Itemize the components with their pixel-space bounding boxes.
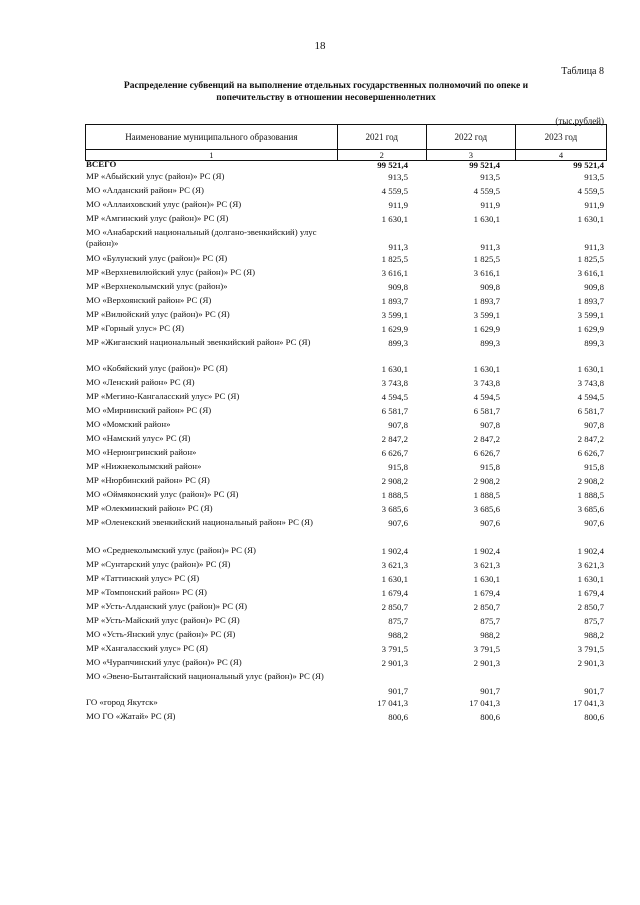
municipality-name: МР «Оленекский эвенкийский национальный район» РС (Я) <box>86 517 313 527</box>
value-2022: 1 630,1 <box>473 574 500 584</box>
municipality-name: МО «Усть-Янский улус (район)» РС (Я) <box>86 629 236 639</box>
table-row <box>86 433 608 447</box>
value-2021: 1 825,5 <box>381 254 408 264</box>
value-2022: 1 630,1 <box>473 364 500 374</box>
value-2022: 1 629,9 <box>473 324 500 334</box>
value-2022: 3 685,6 <box>473 504 500 514</box>
table-row <box>86 475 608 489</box>
value-2021: 911,9 <box>388 200 408 210</box>
table-row <box>86 391 608 405</box>
page-number: 18 <box>314 40 326 52</box>
value-2023: 1 888,5 <box>577 490 604 500</box>
value-2021: 875,7 <box>388 616 408 626</box>
value-2022: 915,8 <box>480 462 500 472</box>
value-2022: 1 679,4 <box>473 588 500 598</box>
value-2023: 1 825,5 <box>577 254 604 264</box>
value-2021: 1 902,4 <box>381 546 408 556</box>
municipality-name: МО «Момский район» <box>86 419 171 429</box>
municipality-name: МР «Усть-Майский улус (район)» РС (Я) <box>86 615 240 625</box>
value-2023: 4 594,5 <box>577 392 604 402</box>
municipality-name: МО «Алданский район» РС (Я) <box>86 185 204 195</box>
value-2022: 1 630,1 <box>473 214 500 224</box>
value-2022: 99 521,4 <box>469 160 500 170</box>
header-col-1: 1 <box>86 150 338 161</box>
municipality-name: МР «Жиганский национальный эвенкийский район» РС (Я) <box>86 337 311 347</box>
value-2023: 3 616,1 <box>577 268 604 278</box>
value-2021: 1 630,1 <box>381 214 408 224</box>
municipality-name: МО «Нерюнгринский район» <box>86 447 197 457</box>
value-2021: 99 521,4 <box>377 160 408 170</box>
value-2023: 909,8 <box>584 282 604 292</box>
municipality-name: МР «Сунтарский улус (район)» РС (Я) <box>86 559 231 569</box>
value-2023: 911,3 <box>584 242 604 252</box>
municipality-name: МО «Намский улус» РС (Я) <box>86 433 191 443</box>
value-2022: 911,9 <box>480 200 500 210</box>
value-2023: 1 902,4 <box>577 546 604 556</box>
table-row <box>86 671 608 697</box>
total-row <box>86 159 608 171</box>
header-name: Наименование муниципального образования <box>86 125 338 150</box>
table-row <box>86 227 608 253</box>
municipality-name: ГО «город Якутск» <box>86 697 158 707</box>
table-row <box>86 489 608 503</box>
header-col-4: 4 <box>515 150 606 161</box>
value-2021: 2 901,3 <box>381 658 408 668</box>
municipality-name: МО «Эвено-Бытантайский национальный улус (район)» РС (Я) <box>86 671 324 681</box>
value-2021: 1 679,4 <box>381 588 408 598</box>
municipality-name: МР «Вилюйский улус (район)» РС (Я) <box>86 309 230 319</box>
table-row <box>86 253 608 267</box>
value-2022: 911,3 <box>480 242 500 252</box>
value-2021: 907,8 <box>388 420 408 430</box>
value-2022: 3 599,1 <box>473 310 500 320</box>
municipality-name: МО «Анабарский национальный (долгано-эвенкийский) улус (район)» <box>86 227 317 248</box>
units-label: (тыс.рублей) <box>555 116 604 126</box>
value-2023: 3 685,6 <box>577 504 604 514</box>
municipality-name: МО «Чурапчинский улус (район)» РС (Я) <box>86 657 242 667</box>
municipality-name: МО «Кобяйский улус (район)» РС (Я) <box>86 363 228 373</box>
value-2023: 988,2 <box>584 630 604 640</box>
table-row <box>86 643 608 657</box>
table-row <box>86 185 608 199</box>
value-2023: 907,8 <box>584 420 604 430</box>
table-row <box>86 447 608 461</box>
table-row <box>86 461 608 475</box>
value-2021: 6 581,7 <box>381 406 408 416</box>
municipality-name: МР «Усть-Алданский улус (район)» РС (Я) <box>86 601 248 611</box>
table-row <box>86 711 608 725</box>
value-2022: 17 041,3 <box>469 698 500 708</box>
value-2021: 3 685,6 <box>381 504 408 514</box>
table-row <box>86 517 608 531</box>
value-2021: 1 630,1 <box>381 574 408 584</box>
value-2023: 1 630,1 <box>577 574 604 584</box>
value-2021: 913,5 <box>388 172 408 182</box>
header-2022: 2022 год <box>426 125 515 150</box>
municipality-name: МО «Аллаиховский улус (район)» РС (Я) <box>86 199 242 209</box>
value-2022: 3 743,8 <box>473 378 500 388</box>
value-2022: 3 616,1 <box>473 268 500 278</box>
table-row <box>86 697 608 711</box>
table-row <box>86 601 608 615</box>
value-2022: 2 908,2 <box>473 476 500 486</box>
table-row <box>86 213 608 227</box>
value-2023: 2 908,2 <box>577 476 604 486</box>
table-row <box>86 615 608 629</box>
value-2021: 911,3 <box>388 242 408 252</box>
table-label: Таблица 8 <box>561 66 604 77</box>
municipality-name: МР «Верхневилюйский улус (район)» РС (Я) <box>86 267 256 277</box>
municipality-name: МР «Олекминский район» РС (Я) <box>86 503 213 513</box>
municipality-name: МО «Верхоянский район» РС (Я) <box>86 295 212 305</box>
value-2021: 3 791,5 <box>381 644 408 654</box>
value-2021: 2 908,2 <box>381 476 408 486</box>
value-2021: 3 621,3 <box>381 560 408 570</box>
value-2023: 2 850,7 <box>577 602 604 612</box>
table-row <box>86 545 608 559</box>
value-2023: 2 847,2 <box>577 434 604 444</box>
municipality-name: МО «Булунский улус (район)» РС (Я) <box>86 253 228 263</box>
value-2022: 899,3 <box>480 338 500 348</box>
value-2023: 3 743,8 <box>577 378 604 388</box>
municipality-name: МО «Ленский район» РС (Я) <box>86 377 195 387</box>
value-2021: 1 630,1 <box>381 364 408 374</box>
value-2021: 4 594,5 <box>381 392 408 402</box>
value-2021: 3 616,1 <box>381 268 408 278</box>
value-2023: 907,6 <box>584 518 604 528</box>
value-2023: 875,7 <box>584 616 604 626</box>
value-2021: 2 850,7 <box>381 602 408 612</box>
value-2022: 3 621,3 <box>473 560 500 570</box>
table-row <box>86 309 608 323</box>
value-2023: 911,9 <box>584 200 604 210</box>
table-row <box>86 559 608 573</box>
table-row <box>86 419 608 433</box>
value-2022: 2 847,2 <box>473 434 500 444</box>
table-row <box>86 199 608 213</box>
municipality-name: МР «Томпонский район» РС (Я) <box>86 587 207 597</box>
municipality-name: ВСЕГО <box>86 159 117 169</box>
value-2022: 1 902,4 <box>473 546 500 556</box>
value-2022: 1 825,5 <box>473 254 500 264</box>
municipality-name: МР «Нижнеколымский район» <box>86 461 202 471</box>
value-2021: 4 559,5 <box>381 186 408 196</box>
value-2021: 1 629,9 <box>381 324 408 334</box>
table-row <box>86 323 608 337</box>
value-2022: 909,8 <box>480 282 500 292</box>
value-2022: 988,2 <box>480 630 500 640</box>
value-2022: 901,7 <box>480 686 500 696</box>
table-row <box>86 657 608 671</box>
value-2021: 2 847,2 <box>381 434 408 444</box>
table-row <box>86 295 608 309</box>
table-row <box>86 171 608 185</box>
value-2023: 3 599,1 <box>577 310 604 320</box>
header-2023: 2023 год <box>515 125 606 150</box>
header-col-3: 3 <box>426 150 515 161</box>
value-2023: 3 621,3 <box>577 560 604 570</box>
table-row <box>86 377 608 391</box>
value-2023: 913,5 <box>584 172 604 182</box>
municipality-name: МР «Абыйский улус (район)» РС (Я) <box>86 171 225 181</box>
table-row <box>86 587 608 601</box>
value-2021: 3 599,1 <box>381 310 408 320</box>
value-2021: 800,6 <box>388 712 408 722</box>
table-row <box>86 363 608 377</box>
municipality-name: МР «Амгинский улус (район)» РС (Я) <box>86 213 229 223</box>
table-row <box>86 337 608 351</box>
municipality-name: МР «Горный улус» РС (Я) <box>86 323 185 333</box>
value-2022: 907,8 <box>480 420 500 430</box>
table-row <box>86 629 608 643</box>
municipality-name: МО «Мирнинский район» РС (Я) <box>86 405 212 415</box>
value-2023: 800,6 <box>584 712 604 722</box>
table-header <box>85 124 607 161</box>
table-row <box>86 573 608 587</box>
municipality-name: МР «Таттинский улус» РС (Я) <box>86 573 200 583</box>
value-2023: 3 791,5 <box>577 644 604 654</box>
value-2022: 1 888,5 <box>473 490 500 500</box>
value-2021: 907,6 <box>388 518 408 528</box>
value-2022: 800,6 <box>480 712 500 722</box>
value-2021: 988,2 <box>388 630 408 640</box>
municipality-name: МР «Мегино-Кангаласский улус» РС (Я) <box>86 391 240 401</box>
document-title: Распределение субвенций на выполнение отдельных государственных полномочий по опеке и попечительству в отношении несовершеннолетних <box>123 81 529 103</box>
value-2023: 99 521,4 <box>573 160 604 170</box>
value-2021: 909,8 <box>388 282 408 292</box>
value-2023: 2 901,3 <box>577 658 604 668</box>
municipality-name: МР «Хангаласский улус» РС (Я) <box>86 643 208 653</box>
value-2021: 1 888,5 <box>381 490 408 500</box>
municipality-name: МО ГО «Жатай» РС (Я) <box>86 711 176 721</box>
value-2022: 913,5 <box>480 172 500 182</box>
header-2021: 2021 год <box>337 125 426 150</box>
value-2023: 915,8 <box>584 462 604 472</box>
value-2021: 6 626,7 <box>381 448 408 458</box>
municipality-name: МР «Верхнеколымский улус (район)» <box>86 281 228 291</box>
value-2023: 6 581,7 <box>577 406 604 416</box>
value-2023: 4 559,5 <box>577 186 604 196</box>
value-2021: 901,7 <box>388 686 408 696</box>
table-row <box>86 405 608 419</box>
value-2021: 915,8 <box>388 462 408 472</box>
value-2022: 6 581,7 <box>473 406 500 416</box>
value-2023: 1 630,1 <box>577 364 604 374</box>
value-2023: 17 041,3 <box>573 698 604 708</box>
value-2022: 4 559,5 <box>473 186 500 196</box>
table-row <box>86 281 608 295</box>
value-2021: 899,3 <box>388 338 408 348</box>
value-2022: 1 893,7 <box>473 296 500 306</box>
value-2021: 1 893,7 <box>381 296 408 306</box>
value-2021: 3 743,8 <box>381 378 408 388</box>
table-row <box>86 267 608 281</box>
value-2022: 2 901,3 <box>473 658 500 668</box>
table-row <box>86 503 608 517</box>
value-2022: 3 791,5 <box>473 644 500 654</box>
value-2023: 1 893,7 <box>577 296 604 306</box>
value-2023: 1 630,1 <box>577 214 604 224</box>
value-2022: 4 594,5 <box>473 392 500 402</box>
header-row <box>86 125 607 150</box>
value-2022: 2 850,7 <box>473 602 500 612</box>
value-2021: 17 041,3 <box>377 698 408 708</box>
value-2023: 899,3 <box>584 338 604 348</box>
value-2022: 907,6 <box>480 518 500 528</box>
value-2023: 1 679,4 <box>577 588 604 598</box>
value-2023: 901,7 <box>584 686 604 696</box>
municipality-name: МР «Нюрбинский район» РС (Я) <box>86 475 210 485</box>
value-2023: 1 629,9 <box>577 324 604 334</box>
value-2022: 875,7 <box>480 616 500 626</box>
value-2022: 6 626,7 <box>473 448 500 458</box>
municipality-name: МО «Среднеколымский улус (район)» РС (Я) <box>86 545 256 555</box>
header-col-2: 2 <box>337 150 426 161</box>
value-2023: 6 626,7 <box>577 448 604 458</box>
municipality-name: МО «Оймяконский улус (район)» РС (Я) <box>86 489 239 499</box>
